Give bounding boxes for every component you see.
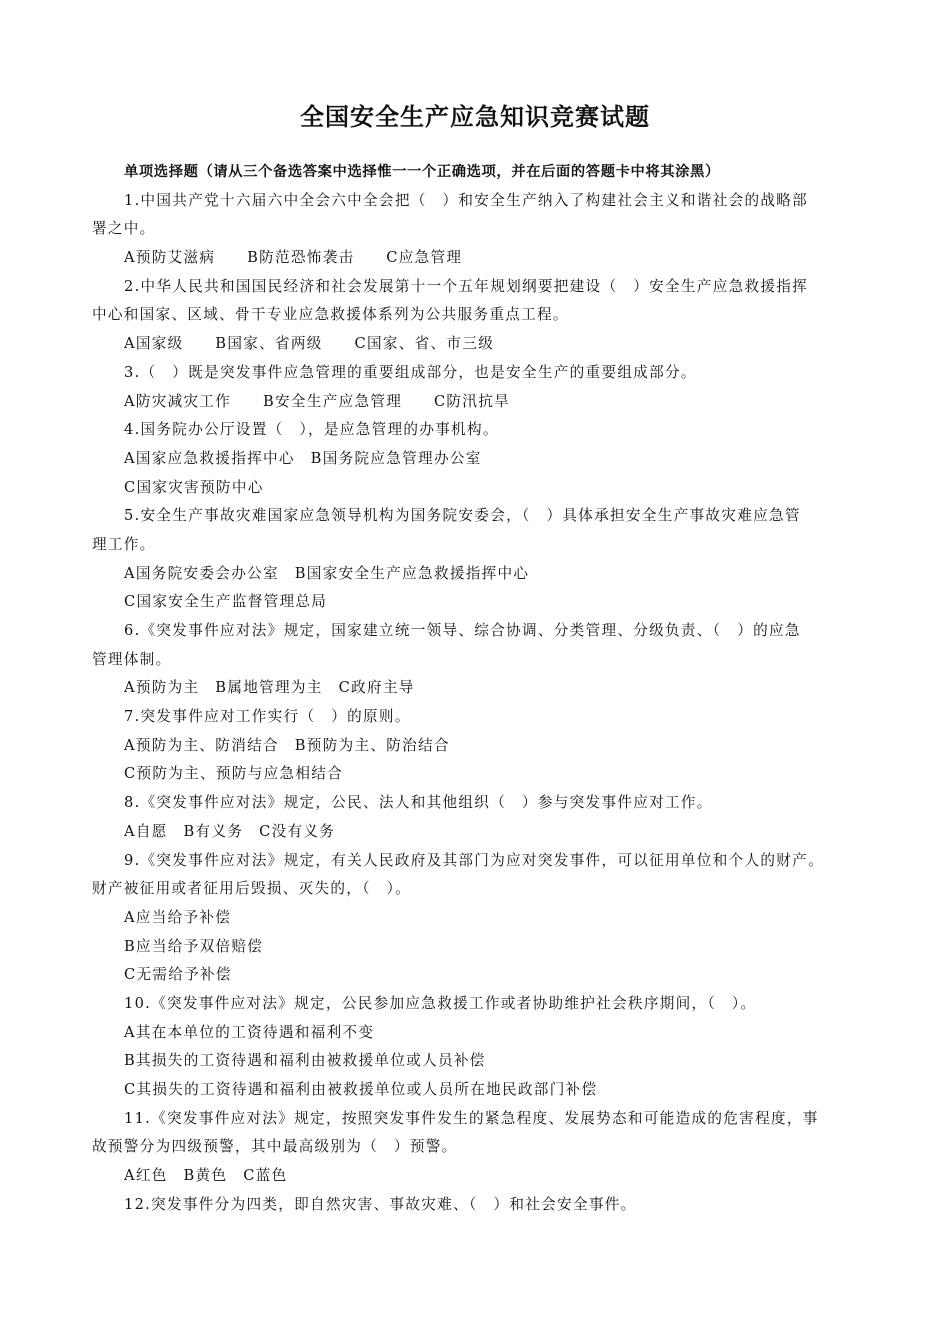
text-line: 4.国务院办公厅设置（ ），是应急管理的办事机构。 (124, 421, 499, 439)
text-line: 10.《突发事件应对法》规定，公民参加应急救援工作或者协助维护社会秩序期间，（ ）。 (124, 994, 757, 1012)
text-line: 3.（ ）既是突发事件应急管理的重要组成部分，也是安全生产的重要组成部分。 (124, 363, 697, 381)
text-line: 1.中国共产党十六届六中全会六中全会把（ ）和安全生产纳入了构建社会主义和谐社会的战略部 (124, 191, 809, 209)
text-line: B应当给予双倍赔偿 (124, 937, 264, 955)
text-line: A自愿 B有义务 C没有义务 (124, 822, 336, 840)
text-line: 管理体制。 (92, 650, 172, 668)
text-line: 中心和国家、区域、骨干专业应急救援体系列为公共服务重点工程。 (92, 306, 569, 324)
text-line: 理工作。 (92, 535, 156, 553)
text-line: 11.《突发事件应对法》规定，按照突发事件发生的紧急程度、发展势态和可能造成的危害程度，事 (124, 1109, 819, 1127)
text-line: A预防为主 B属地管理为主 C政府主导 (124, 679, 415, 697)
text-line: 故预警分为四级预警，其中最高级别为（ ）预警。 (92, 1138, 458, 1156)
text-line: A应当给予补偿 (124, 908, 232, 926)
document-title: 全国安全生产应急知识竞赛试题 (300, 102, 650, 131)
text-line: C国家安全生产监督管理总局 (124, 593, 328, 611)
text-line: 8.《突发事件应对法》规定，公民、法人和其他组织（ ）参与突发事件应对工作。 (124, 794, 713, 812)
text-line: C预防为主、预防与应急相结合 (124, 765, 344, 783)
text-line: 署之中。 (92, 220, 156, 238)
text-line: B其损失的工资待遇和福利由被救援单位或人员补偿 (124, 1052, 486, 1070)
text-line: 9.《突发事件应对法》规定，有关人民政府及其部门为应对突发事件，可以征用单位和个人的财产。 (124, 851, 824, 869)
question-list (92, 187, 862, 1220)
text-line: A红色 B黄色 C蓝色 (124, 1167, 288, 1185)
text-line: C其损失的工资待遇和福利由被救援单位或人员所在地民政部门补偿 (124, 1081, 598, 1098)
text-line: 财产被征用或者征用后毁损、灭失的，（ ）。 (92, 880, 412, 898)
text-line: C无需给予补偿 (124, 966, 232, 984)
document-body (92, 158, 862, 1219)
text-line: 5.安全生产事故灾难国家应急领导机构为国务院安委会，（ ）具体承担安全生产事故灾难应急管 (124, 507, 801, 525)
text-line: A国家级 B国家、省两级 C国家、省、市三级 (124, 335, 495, 353)
text-line: 12.突发事件分为四类，即自然灾害、事故灾难、（ ）和社会安全事件。 (124, 1195, 637, 1213)
text-line: C国家灾害预防中心 (124, 478, 264, 496)
text-line: A预防为主、防消结合 B预防为主、防治结合 (124, 736, 450, 754)
text-line: A防灾减灾工作 B安全生产应急管理 C防汛抗旱 (124, 392, 510, 410)
text-line: 7.突发事件应对工作实行（ ）的原则。 (124, 708, 411, 726)
text-line: 6.《突发事件应对法》规定，国家建立统一领导、综合协调、分类管理、分级负责、（ ）的应急 (124, 622, 801, 639)
text-line: A国务院安委会办公室 B国家安全生产应急救援指挥中心 (124, 564, 530, 582)
text-line: 2.中华人民共和国国民经济和社会发展第十一个五年规划纲要把建设（ ）安全生产应急救援指挥 (124, 277, 809, 295)
text-line: A其在本单位的工资待遇和福利不变 (124, 1023, 375, 1041)
section-heading: 单项选择题（请从三个备选答案中选择惟一一个正确选项，并在后面的答题卡中将其涂黑） (124, 164, 720, 180)
text-line: A预防艾滋病 B防范恐怖袭击 C应急管理 (124, 249, 463, 267)
text-line: A国家应急救援指挥中心 B国务院应急管理办公室 (124, 449, 482, 467)
